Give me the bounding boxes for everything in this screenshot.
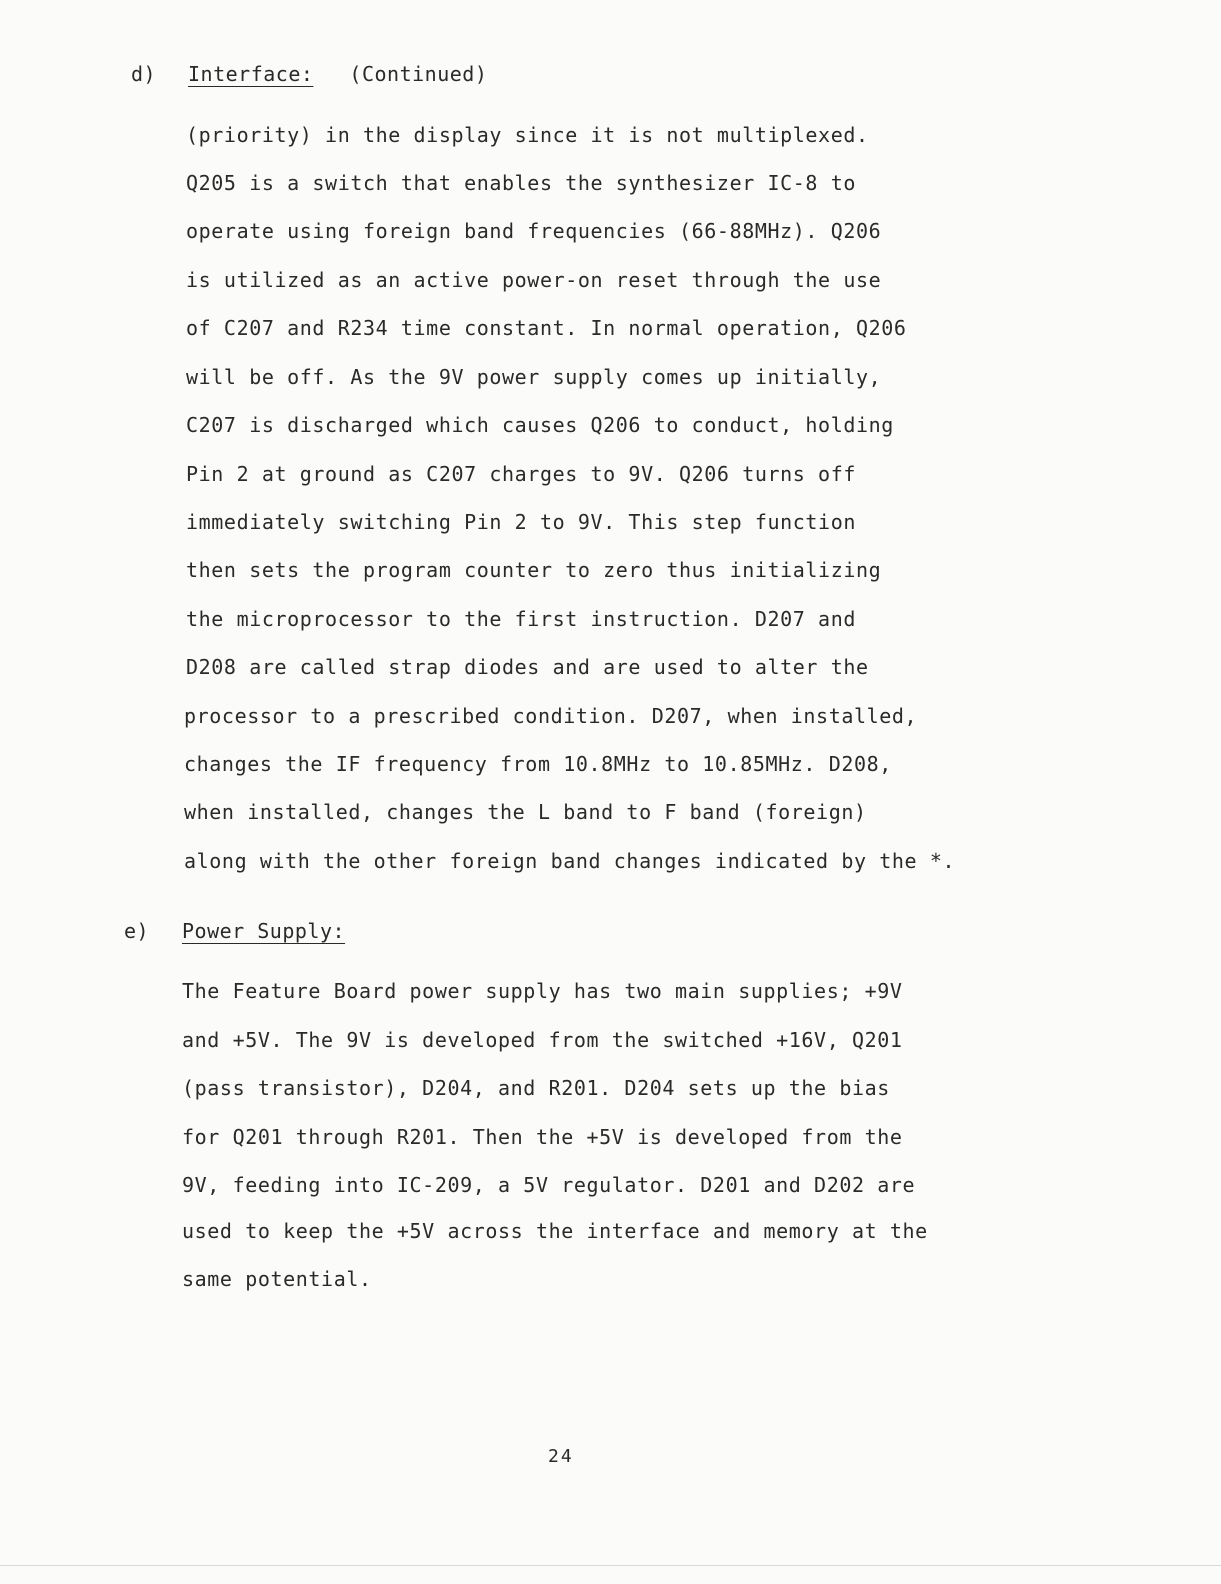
text-line: processor to a prescribed condition. D207, when installed, bbox=[184, 704, 918, 728]
section-e-title: Power Supply: bbox=[182, 919, 346, 943]
text-line: immediately switching Pin 2 to 9V. This step function bbox=[186, 510, 856, 534]
text-line: when installed, changes the L band to F band (foreign) bbox=[184, 800, 867, 824]
text-line: will be off. As the 9V power supply comes up initially, bbox=[186, 365, 882, 389]
text-line: then sets the program counter to zero thus initializing bbox=[186, 558, 882, 582]
text-line: 9V, feeding into IC-209, a 5V regulator. D201 and D202 are bbox=[182, 1173, 916, 1197]
text-line: The Feature Board power supply has two main supplies; +9V bbox=[182, 979, 903, 1003]
text-line: D208 are called strap diodes and are used to alter the bbox=[186, 655, 869, 679]
text-line: (pass transistor), D204, and R201. D204 sets up the bias bbox=[182, 1076, 890, 1100]
section-d-heading bbox=[188, 62, 487, 86]
text-line: for Q201 through R201. Then the +5V is developed from the bbox=[182, 1125, 903, 1149]
text-line: Q205 is a switch that enables the synthesizer IC-8 to bbox=[186, 171, 856, 195]
text-line: used to keep the +5V across the interface and memory at the bbox=[182, 1219, 928, 1243]
section-e-label: e) bbox=[124, 919, 150, 943]
text-line: same potential. bbox=[182, 1267, 372, 1291]
text-line: along with the other foreign band changes indicated by the *. bbox=[184, 849, 956, 873]
section-e-heading bbox=[182, 919, 345, 943]
text-line: is utilized as an active power-on reset through the use bbox=[186, 268, 882, 292]
text-line: Pin 2 at ground as C207 charges to 9V. Q206 turns off bbox=[186, 462, 856, 486]
section-d-label: d) bbox=[131, 62, 157, 86]
section-d-title: Interface: bbox=[188, 62, 314, 86]
text-line: C207 is discharged which causes Q206 to conduct, holding bbox=[186, 413, 894, 437]
scan-edge-divider bbox=[0, 1565, 1221, 1566]
text-line: (priority) in the display since it is not multiplexed. bbox=[186, 123, 869, 147]
page-number: 24 bbox=[548, 1446, 574, 1467]
text-line: the microprocessor to the first instruction. D207 and bbox=[186, 607, 856, 631]
section-d-suffix: (Continued) bbox=[349, 62, 488, 86]
text-line: operate using foreign band frequencies (66-88MHz). Q206 bbox=[186, 219, 882, 243]
text-line: and +5V. The 9V is developed from the switched +16V, Q201 bbox=[182, 1028, 903, 1052]
text-line: changes the IF frequency from 10.8MHz to 10.85MHz. D208, bbox=[184, 752, 892, 776]
text-line: of C207 and R234 time constant. In normal operation, Q206 bbox=[186, 316, 907, 340]
